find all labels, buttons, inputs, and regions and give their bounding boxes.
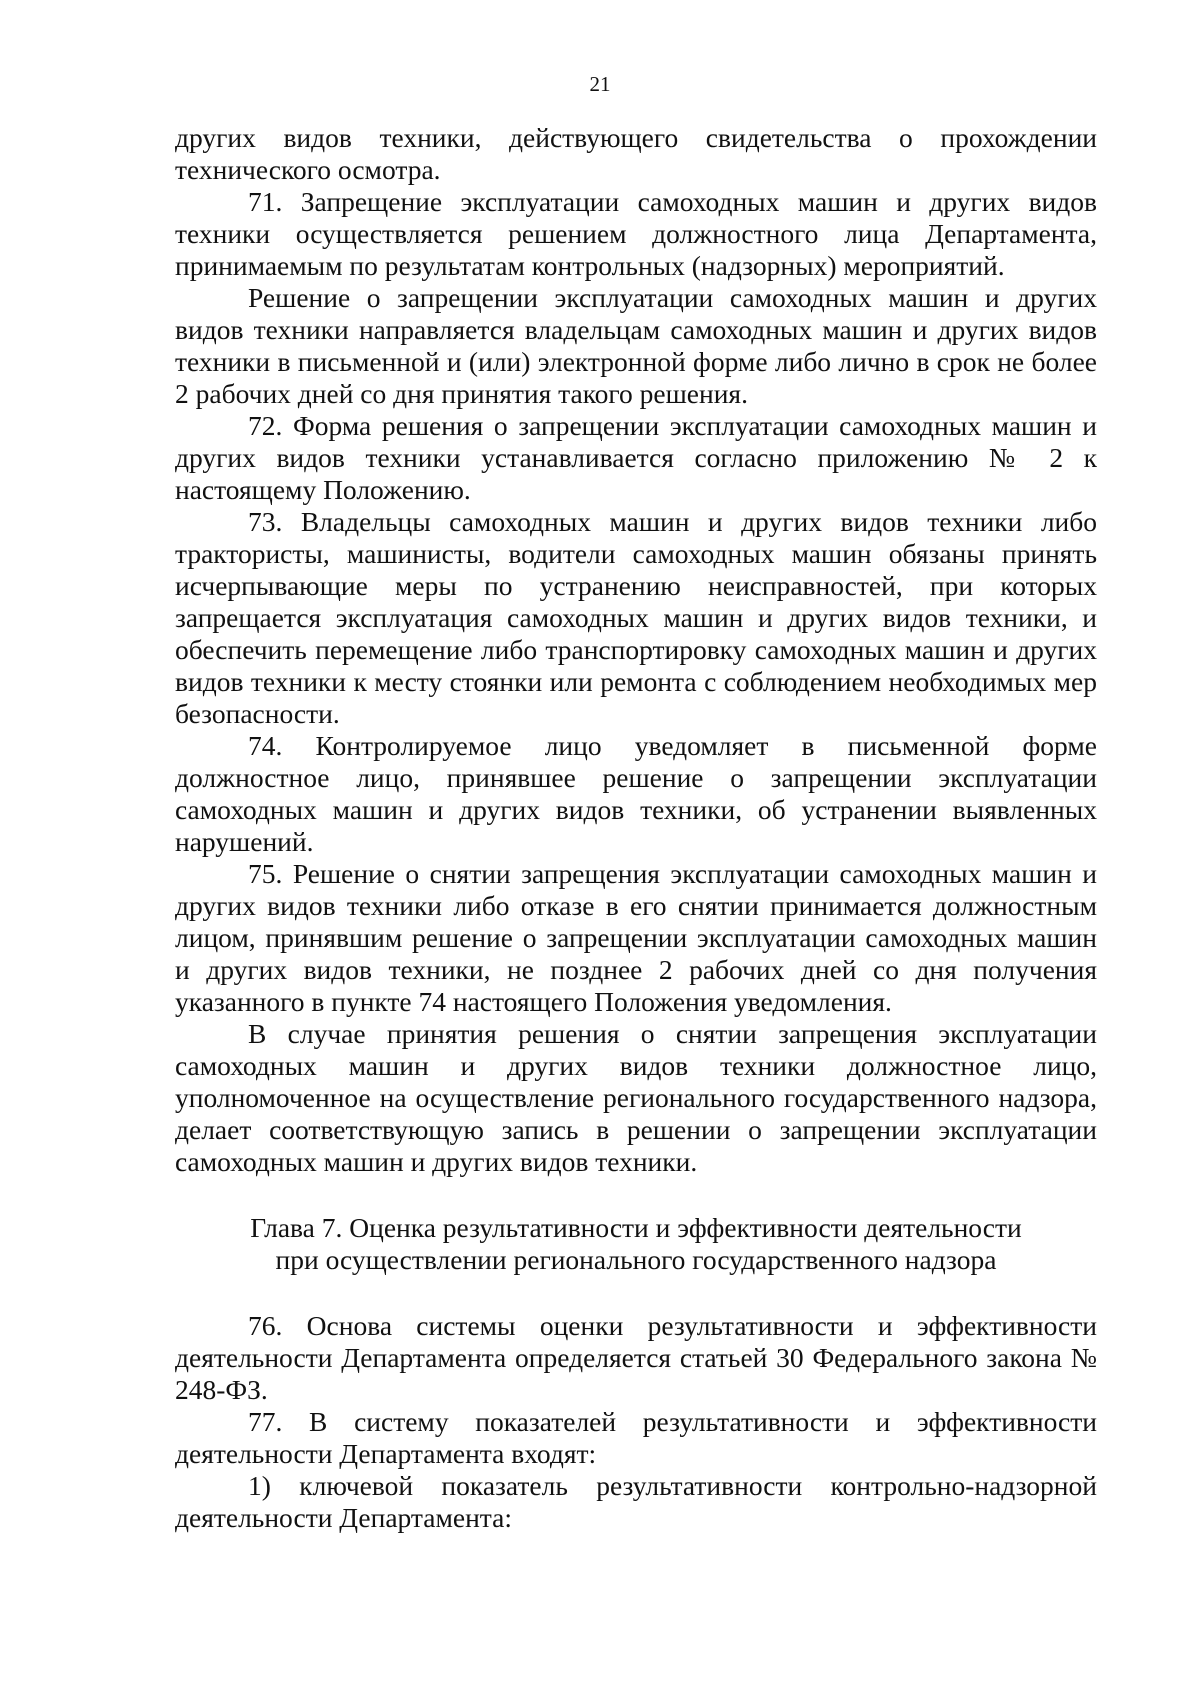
paragraph-71: 71. Запрещение эксплуатации самоходных машин и других видов техники осуществляется решением должностного лица Департамента, принимаемым по результатам контрольных (надзорных) мероприятий.: [175, 186, 1097, 281]
chapter-heading-line-1: Глава 7. Оценка результативности и эффективности деятельности: [250, 1212, 1022, 1243]
paragraph-77: 77. В систему показателей результативности и эффективности деятельности Департамента входят:: [175, 1406, 1097, 1469]
chapter-heading: [175, 1212, 1097, 1276]
paragraph-continuation: других видов техники, действующего свидетельства о прохождении технического осмотра.: [175, 122, 1097, 185]
paragraphs-before-chapter: [175, 122, 1097, 1178]
paragraph-77-item-1: 1) ключевой показатель результативности контрольно-надзорной деятельности Департамента:: [175, 1470, 1097, 1533]
paragraph-75: 75. Решение о снятии запрещения эксплуатации самоходных машин и других видов техники либо отказе в его снятии принимается должностным лицом, принявшим решение о запрещении эксплуатации самоходных машин и других видов техники, не позднее 2 рабочих дней со дня получения указанного в пункте 74 настоящего Положения уведомления.: [175, 858, 1097, 1017]
document-body: [175, 122, 1097, 1534]
paragraph-71-decision: Решение о запрещении эксплуатации самоходных машин и других видов техники направляется владельцам самоходных машин и других видов техники в письменной и (или) электронной форме либо лично в срок не более 2 рабочих дней со дня принятия такого решения.: [175, 282, 1097, 409]
paragraph-72: 72. Форма решения о запрещении эксплуатации самоходных машин и других видов техники устанавливается согласно приложению № 2 к настоящему Положению.: [175, 410, 1097, 505]
page-number: 21: [589, 72, 611, 96]
paragraph-75-removal: В случае принятия решения о снятии запрещения эксплуатации самоходных машин и других видов техники должностное лицо, уполномоченное на осуществление регионального государственного надзора, делает соответствующую запись в решении о запрещении эксплуатации самоходных машин и других видов техники.: [175, 1018, 1097, 1177]
paragraph-73: 73. Владельцы самоходных машин и других видов техники либо трактористы, машинисты, водители самоходных машин обязаны принять исчерпывающие меры по устранению неисправностей, при которых запрещается эксплуатация самоходных машин и других видов техники, и обеспечить перемещение либо транспортировку самоходных машин и других видов техники к месту стоянки или ремонта с соблюдением необходимых мер безопасности.: [175, 506, 1097, 729]
paragraphs-after-chapter: [175, 1310, 1097, 1534]
paragraph-76: 76. Основа системы оценки результативности и эффективности деятельности Департамента определяется статьей 30 Федерального закона № 248-ФЗ.: [175, 1310, 1097, 1405]
paragraph-74: 74. Контролируемое лицо уведомляет в письменной форме должностное лицо, принявшее решение о запрещении эксплуатации самоходных машин и других видов техники, об устранении выявленных нарушений.: [175, 730, 1097, 857]
chapter-heading-line-2: при осуществлении регионального государственного надзора: [275, 1244, 997, 1275]
